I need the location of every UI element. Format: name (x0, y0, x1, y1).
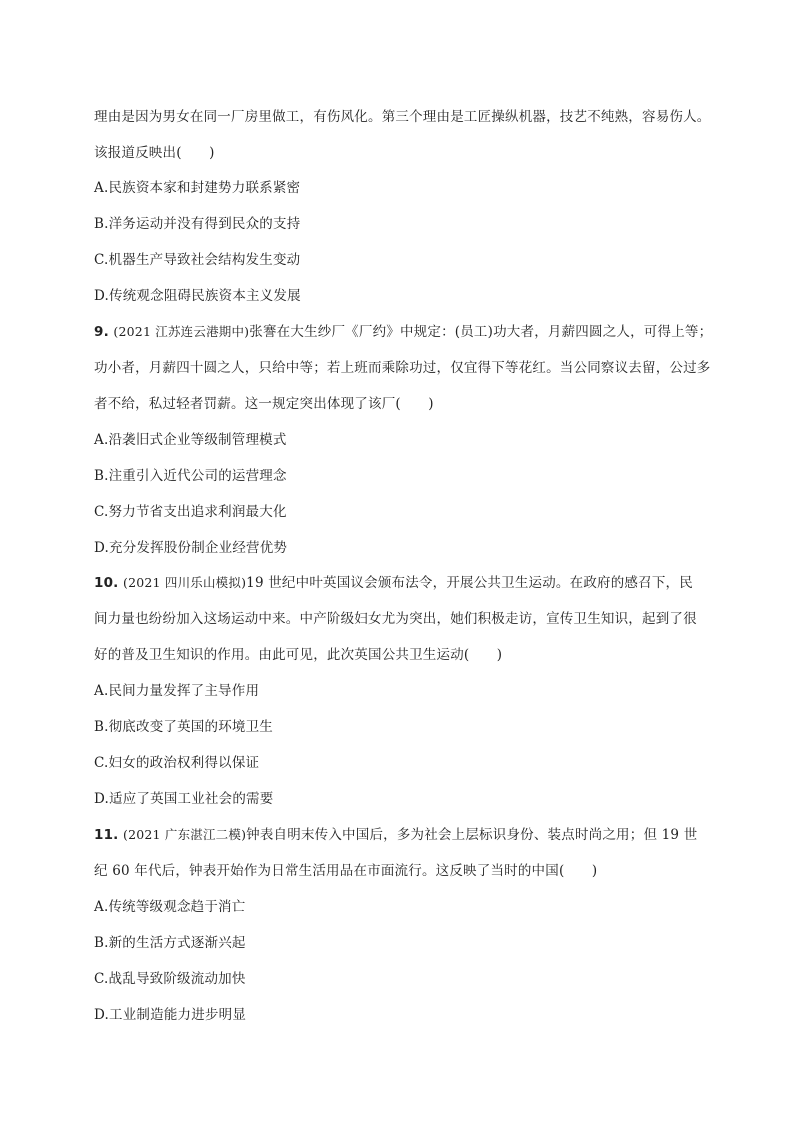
q8-stem-line-1: 理由是因为男女在同一厂房里做工，有伤风化。第三个理由是工匠操纵机器，技艺不纯熟，容易伤人。 (94, 109, 711, 125)
q11-stem-line-2: 纪 60 年代后，钟表开始作为日常生活用品在市面流行。这反映了当时的中国( ) (94, 863, 598, 879)
q9-stem-text-1: 张謇在大生纱厂《厂约》中规定：(员工)功大者，月薪四圆之人，可得上等； (249, 324, 713, 340)
q8-option-b: B.洋务运动并没有得到民众的支持 (94, 216, 301, 232)
q11-stem-line-1 (94, 826, 697, 844)
q10-source: (2021 四川乐山模拟) (123, 575, 247, 590)
q10-stem-line-1 (94, 574, 693, 592)
q10-stem-line-3: 好的普及卫生知识的作用。由此可见，此次英国公共卫生运动( ) (94, 647, 503, 663)
q11-stem-text-1: 钟表自明末传入中国后，多为社会上层标识身份、装点时尚之用；但 19 世 (246, 827, 698, 843)
q11-number: 11. (94, 827, 119, 843)
q11-source: (2021 广东湛江二模) (123, 827, 247, 842)
q10-option-c: C.妇女的政治权利得以保证 (94, 755, 260, 771)
q9-stem-line-1 (94, 323, 712, 341)
q11-option-c: C.战乱导致阶级流动加快 (94, 971, 246, 987)
q9-source: (2021 江苏连云港期中) (113, 324, 250, 339)
q9-option-d: D.充分发挥股份制企业经营优势 (94, 540, 288, 556)
q11-option-a: A.传统等级观念趋于消亡 (94, 899, 246, 915)
q9-option-a: A.沿袭旧式企业等级制管理模式 (94, 432, 287, 448)
q10-option-d: D.适应了英国工业社会的需要 (94, 791, 274, 807)
q8-option-c: C.机器生产导致社会结构发生变动 (94, 252, 301, 268)
q9-stem-line-2: 功小者，月薪四十圆之人，只给中等；若上班而乘除功过，仅宜得下等花红。当公同察议去留，公过多 (94, 360, 711, 376)
q9-option-c: C.努力节省支出追求利润最大化 (94, 504, 287, 520)
q9-stem-line-3: 者不给，私过轻者罚薪。这一规定突出体现了该厂( ) (94, 396, 434, 412)
q10-option-a: A.民间力量发挥了主导作用 (94, 683, 260, 699)
q8-option-a: A.民族资本家和封建势力联系紧密 (94, 180, 301, 196)
q11-option-d: D.工业制造能力进步明显 (94, 1007, 247, 1023)
q10-stem-text-1: 19 世纪中叶英国议会颁布法令，开展公共卫生运动。在政府的感召下，民 (246, 575, 693, 591)
q9-option-b: B.注重引入近代公司的运营理念 (94, 468, 287, 484)
q11-option-b: B.新的生活方式逐渐兴起 (94, 935, 246, 951)
q10-stem-line-2: 间力量也纷纷加入这场运动中来。中产阶级妇女尤为突出，她们积极走访，宣传卫生知识，起到了很 (94, 611, 697, 627)
q10-number: 10. (94, 575, 119, 591)
q10-option-b: B.彻底改变了英国的环境卫生 (94, 719, 274, 735)
q8-stem-line-2: 该报道反映出( ) (94, 145, 215, 161)
q8-option-d: D.传统观念阻碍民族资本主义发展 (94, 288, 301, 304)
q9-number: 9. (94, 324, 109, 340)
